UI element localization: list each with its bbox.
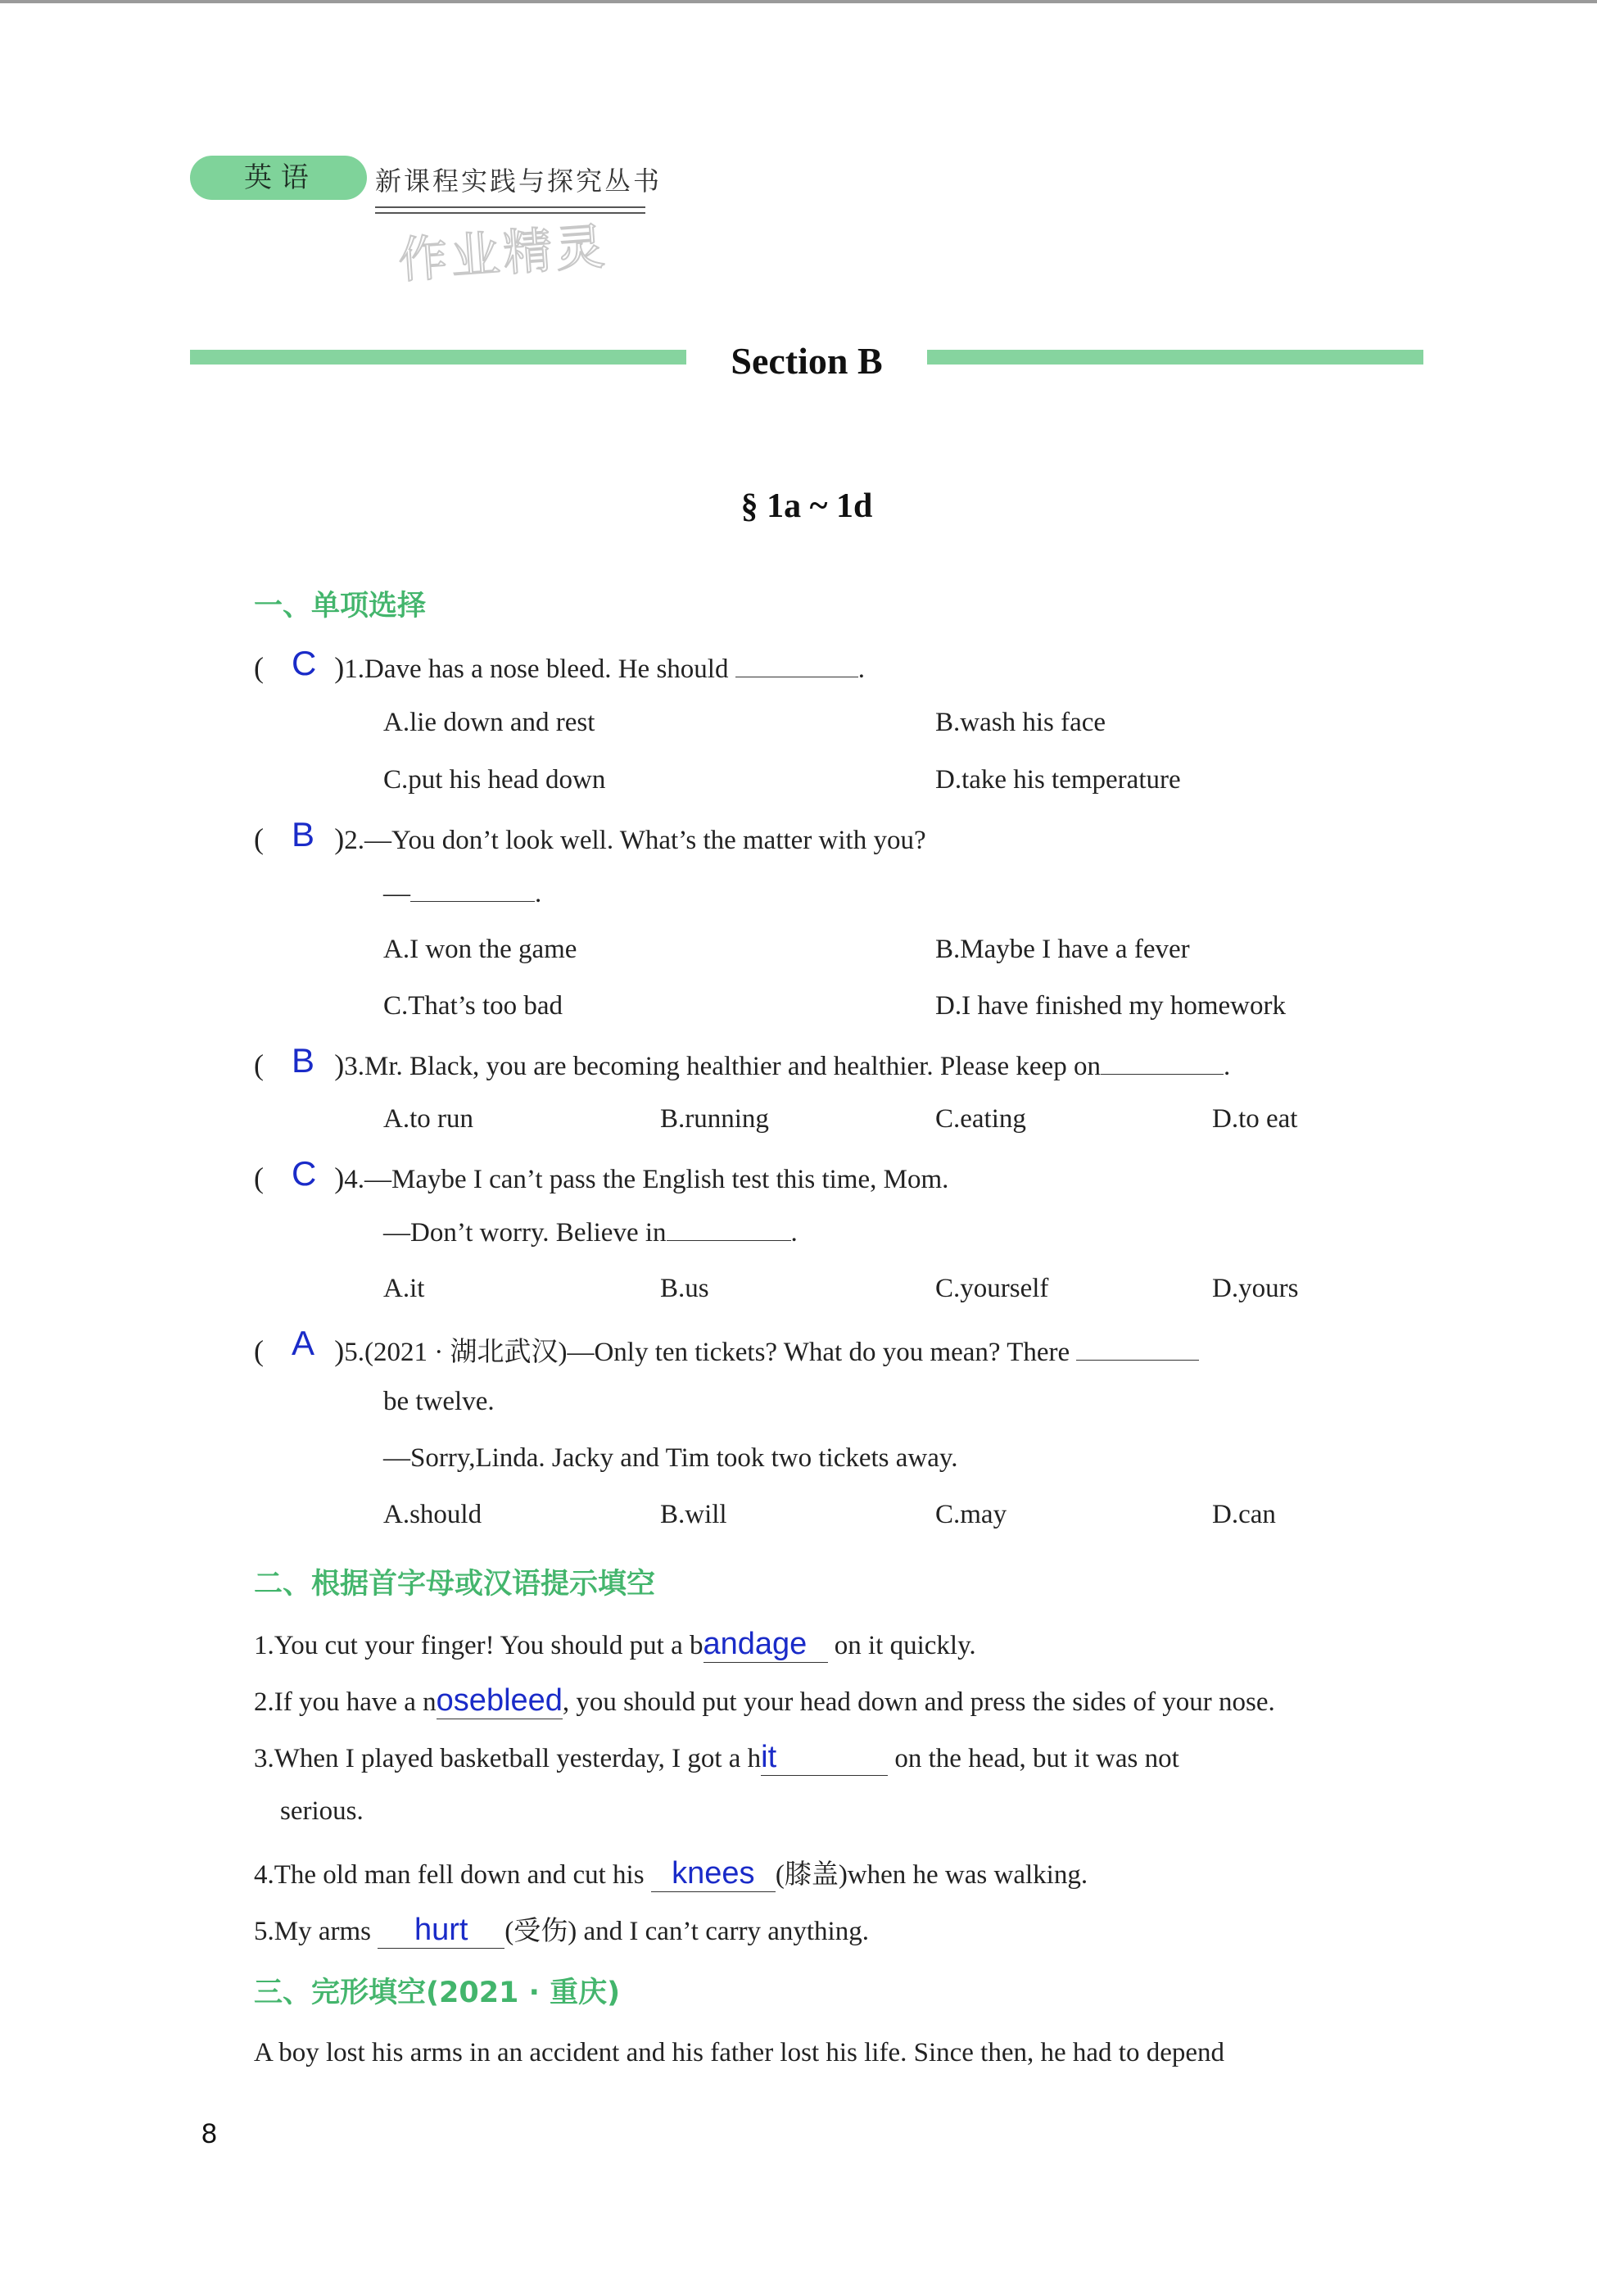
answer-4: C	[292, 1154, 317, 1193]
part3-heading: 三、完形填空(2021 · 重庆)	[254, 1977, 621, 2009]
q2-option-d: D.I have finished my homework	[935, 991, 1286, 1021]
fill-answer-2: osebleed	[436, 1683, 563, 1718]
question-2-stem: 2.—You don’t look well. What’s the matter with you?	[344, 826, 926, 855]
q5-option-a: A.should	[383, 1500, 482, 1529]
q3-option-a: A.to run	[383, 1104, 473, 1134]
question-5-stem: 5.(2021 · 湖北武汉)—Only ten tickets? What do you mean? There	[344, 1338, 1070, 1367]
q5-option-d: D.can	[1212, 1500, 1276, 1529]
answer-3: B	[292, 1041, 315, 1080]
question-2-blank	[410, 878, 535, 902]
fill-item-3: 3.When I played basketball yesterday, I got a hit on the head, but it was not	[254, 1740, 1179, 1774]
cloze-passage: A boy lost his arms in an accident and his father lost his life. Since then, he had to depend	[254, 2038, 1224, 2067]
answer-5: A	[292, 1324, 315, 1362]
question-3: ( B )3.Mr. Black, you are becoming healthier and healthier. Please keep on .	[254, 1041, 1231, 1081]
fill-item-5: 5.My arms hurt (受伤) and I can’t carry anything.	[254, 1913, 869, 1947]
fill-answer-1: andage	[703, 1627, 808, 1661]
section-title: Section B	[731, 340, 883, 382]
question-5-cont: be twelve.	[383, 1387, 495, 1416]
question-2: ( B )2.—You don’t look well. What’s the matter with you?	[254, 815, 926, 855]
question-2-reply: — .	[383, 879, 542, 908]
q3-option-b: B.running	[660, 1104, 769, 1134]
q1-option-a: A.lie down and rest	[383, 708, 595, 737]
q3-option-d: D.to eat	[1212, 1104, 1298, 1134]
question-1-blank	[735, 654, 858, 677]
q3-option-c: C.eating	[935, 1104, 1026, 1134]
q2-option-a: A.I won the game	[383, 935, 577, 964]
question-1-stem: 1.Dave has a nose bleed. He should	[344, 654, 729, 684]
section-band-left	[190, 350, 686, 365]
fill-answer-4: knees	[672, 1856, 755, 1891]
q4-option-d: D.yours	[1212, 1274, 1299, 1303]
fill-answer-5: hurt	[414, 1913, 468, 1947]
question-3-stem: 3.Mr. Black, you are becoming healthier and healthier. Please keep on	[344, 1052, 1101, 1081]
q2-option-c: C.That’s too bad	[383, 991, 563, 1021]
page-number: 8	[201, 2118, 217, 2149]
subject-pill: 英 语	[190, 156, 367, 200]
q1-option-d: D.take his temperature	[935, 765, 1181, 795]
question-4-reply: —Don’t worry. Believe in .	[383, 1218, 798, 1248]
question-5-blank	[1076, 1337, 1199, 1361]
question-1: ( C )1.Dave has a nose bleed. He should .	[254, 644, 865, 684]
question-5: ( A )5.(2021 · 湖北武汉)—Only ten tickets? What do you mean? There	[254, 1330, 1199, 1369]
series-title: 新课程实践与探究丛书	[375, 165, 663, 197]
section-band-right	[927, 350, 1423, 365]
answer-2: B	[292, 815, 315, 854]
q4-option-b: B.us	[660, 1274, 709, 1303]
top-border	[0, 0, 1597, 3]
fill-item-3-cont: serious.	[280, 1796, 364, 1826]
answer-1: C	[292, 644, 317, 682]
question-4-stem: 4.—Maybe I can’t pass the English test this time, Mom.	[344, 1165, 949, 1194]
question-4-blank	[667, 1217, 791, 1241]
question-4: ( C )4.—Maybe I can’t pass the English test this time, Mom.	[254, 1154, 949, 1194]
sub-title: § 1a ~ 1d	[740, 487, 873, 525]
question-3-blank	[1101, 1051, 1224, 1075]
part2-heading: 二、根据首字母或汉语提示填空	[254, 1568, 656, 1601]
q4-option-a: A.it	[383, 1274, 425, 1303]
q5-option-c: C.may	[935, 1500, 1007, 1529]
question-5-reply: —Sorry,Linda. Jacky and Tim took two tickets away.	[383, 1443, 958, 1473]
q5-option-b: B.will	[660, 1500, 727, 1529]
watermark: 作业精灵	[396, 218, 610, 290]
part1-heading: 一、单项选择	[254, 590, 427, 623]
q2-option-b: B.Maybe I have a fever	[935, 935, 1190, 964]
fill-item-1: 1.You cut your finger! You should put a bandage on it quickly.	[254, 1627, 976, 1661]
q1-option-c: C.put his head down	[383, 765, 606, 795]
fill-answer-3: it	[761, 1740, 777, 1774]
fill-item-4: 4.The old man fell down and cut his knees (膝盖)when he was walking.	[254, 1856, 1088, 1891]
q4-option-c: C.yourself	[935, 1274, 1049, 1303]
fill-item-2: 2.If you have a nosebleed, you should put your head down and press the sides of your nose.	[254, 1683, 1275, 1718]
q1-option-b: B.wash his face	[935, 708, 1106, 737]
